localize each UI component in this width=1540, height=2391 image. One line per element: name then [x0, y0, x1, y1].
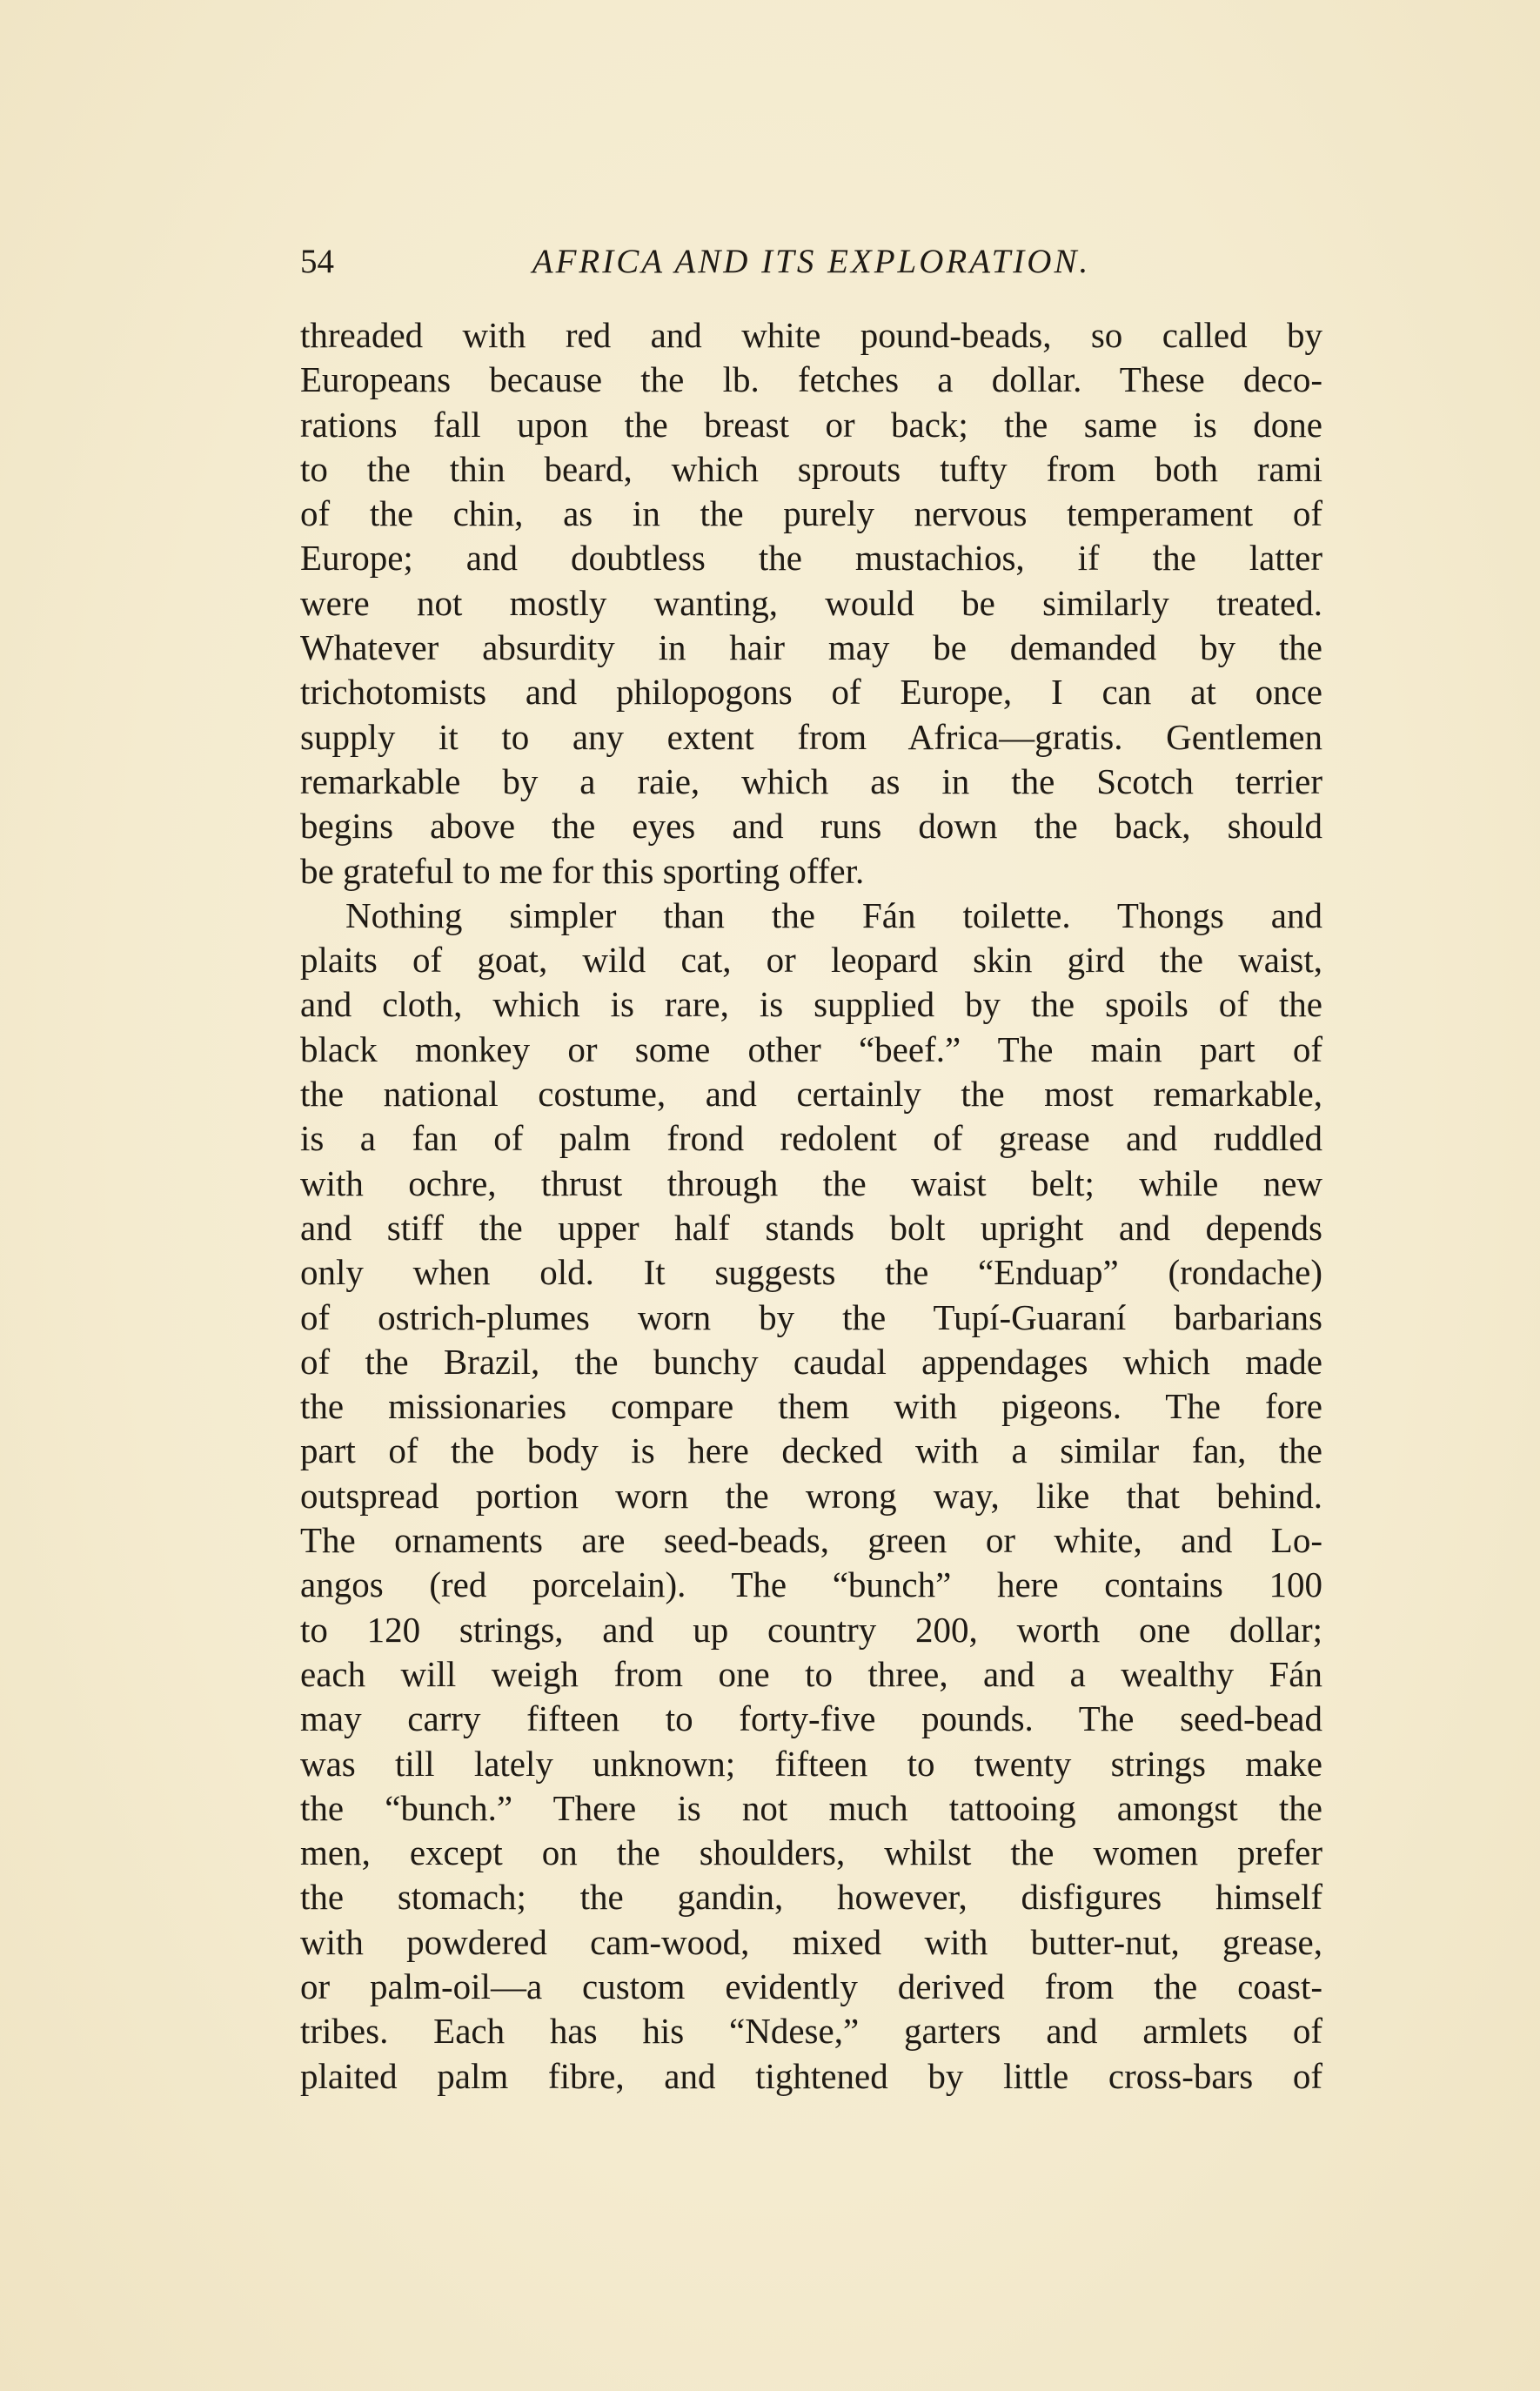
text-line: men, except on the shoulders, whilst the women prefer	[300, 1832, 1322, 1873]
text-line: and stiff the upper half stands bolt upright and depends	[300, 1207, 1322, 1248]
text-line: the missionaries compare them with pigeons. The fore	[300, 1386, 1322, 1427]
text-line: Europe; and doubtless the mustachios, if the latter	[300, 538, 1322, 579]
text-line: Whatever absurdity in hair may be demanded by the	[300, 627, 1322, 668]
text-line: outspread portion worn the wrong way, like that behind.	[300, 1475, 1322, 1516]
text-line: the “bunch.” There is not much tattooing amongst the	[300, 1787, 1322, 1828]
text-line: plaited palm fibre, and tightened by little cross-bars of	[300, 2055, 1322, 2096]
text-line: to the thin beard, which sprouts tufty from both rami	[300, 448, 1322, 489]
running-title: AFRICA AND ITS EXPLORATION.	[532, 243, 1091, 280]
text-line: with powdered cam-wood, mixed with butter-nut, grease,	[300, 1921, 1322, 1962]
text-line: Europeans because the lb. fetches a dollar. These deco-	[300, 359, 1322, 400]
text-line: begins above the eyes and runs down the back, should	[300, 806, 1322, 847]
text-line: the national costume, and certainly the most remarkable,	[300, 1074, 1322, 1115]
text-line: to 120 strings, and up country 200, worth one dollar;	[300, 1609, 1322, 1650]
text-line: tribes. Each has his “Ndese,” garters and armlets of	[300, 2011, 1322, 2052]
text-line: may carry fifteen to forty-five pounds. The seed-bead	[300, 1698, 1322, 1739]
text-line: is a fan of palm frond redolent of grease and ruddled	[300, 1118, 1322, 1159]
text-line: rations fall upon the breast or back; the same is done	[300, 404, 1322, 445]
text-line: The ornaments are seed-beads, green or white, and Lo-	[300, 1520, 1322, 1561]
text-line: or palm-oil—a custom evidently derived from the coast-	[300, 1966, 1322, 2006]
page-number: 54	[300, 243, 334, 280]
text-line: supply it to any extent from Africa—gratis. Gentlemen	[300, 716, 1322, 757]
text-line: be grateful to me for this sporting offer.	[300, 850, 865, 891]
text-line: were not mostly wanting, would be similarly treated.	[300, 582, 1322, 623]
text-line: plaits of goat, wild cat, or leopard skin gird the waist,	[300, 940, 1322, 981]
text-line: part of the body is here decked with a similar fan, the	[300, 1430, 1322, 1471]
text-line: the stomach; the gandin, however, disfigures himself	[300, 1877, 1322, 1918]
text-line: of the Brazil, the bunchy caudal appendages which made	[300, 1341, 1322, 1382]
text-line: angos (red porcelain). The “bunch” here contains 100	[300, 1564, 1322, 1605]
text-line: only when old. It suggests the “Enduap” (rondache)	[300, 1252, 1322, 1293]
body-text	[300, 313, 1322, 2099]
text-line: each will weigh from one to three, and a wealthy Fán	[300, 1653, 1322, 1694]
text-line: Nothing simpler than the Fán toilette. Thongs and	[345, 894, 1322, 935]
text-line: and cloth, which is rare, is supplied by the spoils of the	[300, 984, 1322, 1025]
text-line: of the chin, as in the purely nervous temperament of	[300, 493, 1322, 534]
text-line: threaded with red and white pound-beads, so called by	[300, 315, 1322, 355]
text-line: with ochre, thrust through the waist belt; while new	[300, 1162, 1322, 1203]
text-line: trichotomists and philopogons of Europe, I can at once	[300, 672, 1322, 713]
running-head	[300, 240, 1322, 284]
text-line: of ostrich-plumes worn by the Tupí-Guaraní barbarians	[300, 1296, 1322, 1337]
text-line: was till lately unknown; fifteen to twenty strings make	[300, 1743, 1322, 1784]
text-line: black monkey or some other “beef.” The main part of	[300, 1028, 1322, 1069]
text-line: remarkable by a raie, which as in the Scotch terrier	[300, 760, 1322, 801]
